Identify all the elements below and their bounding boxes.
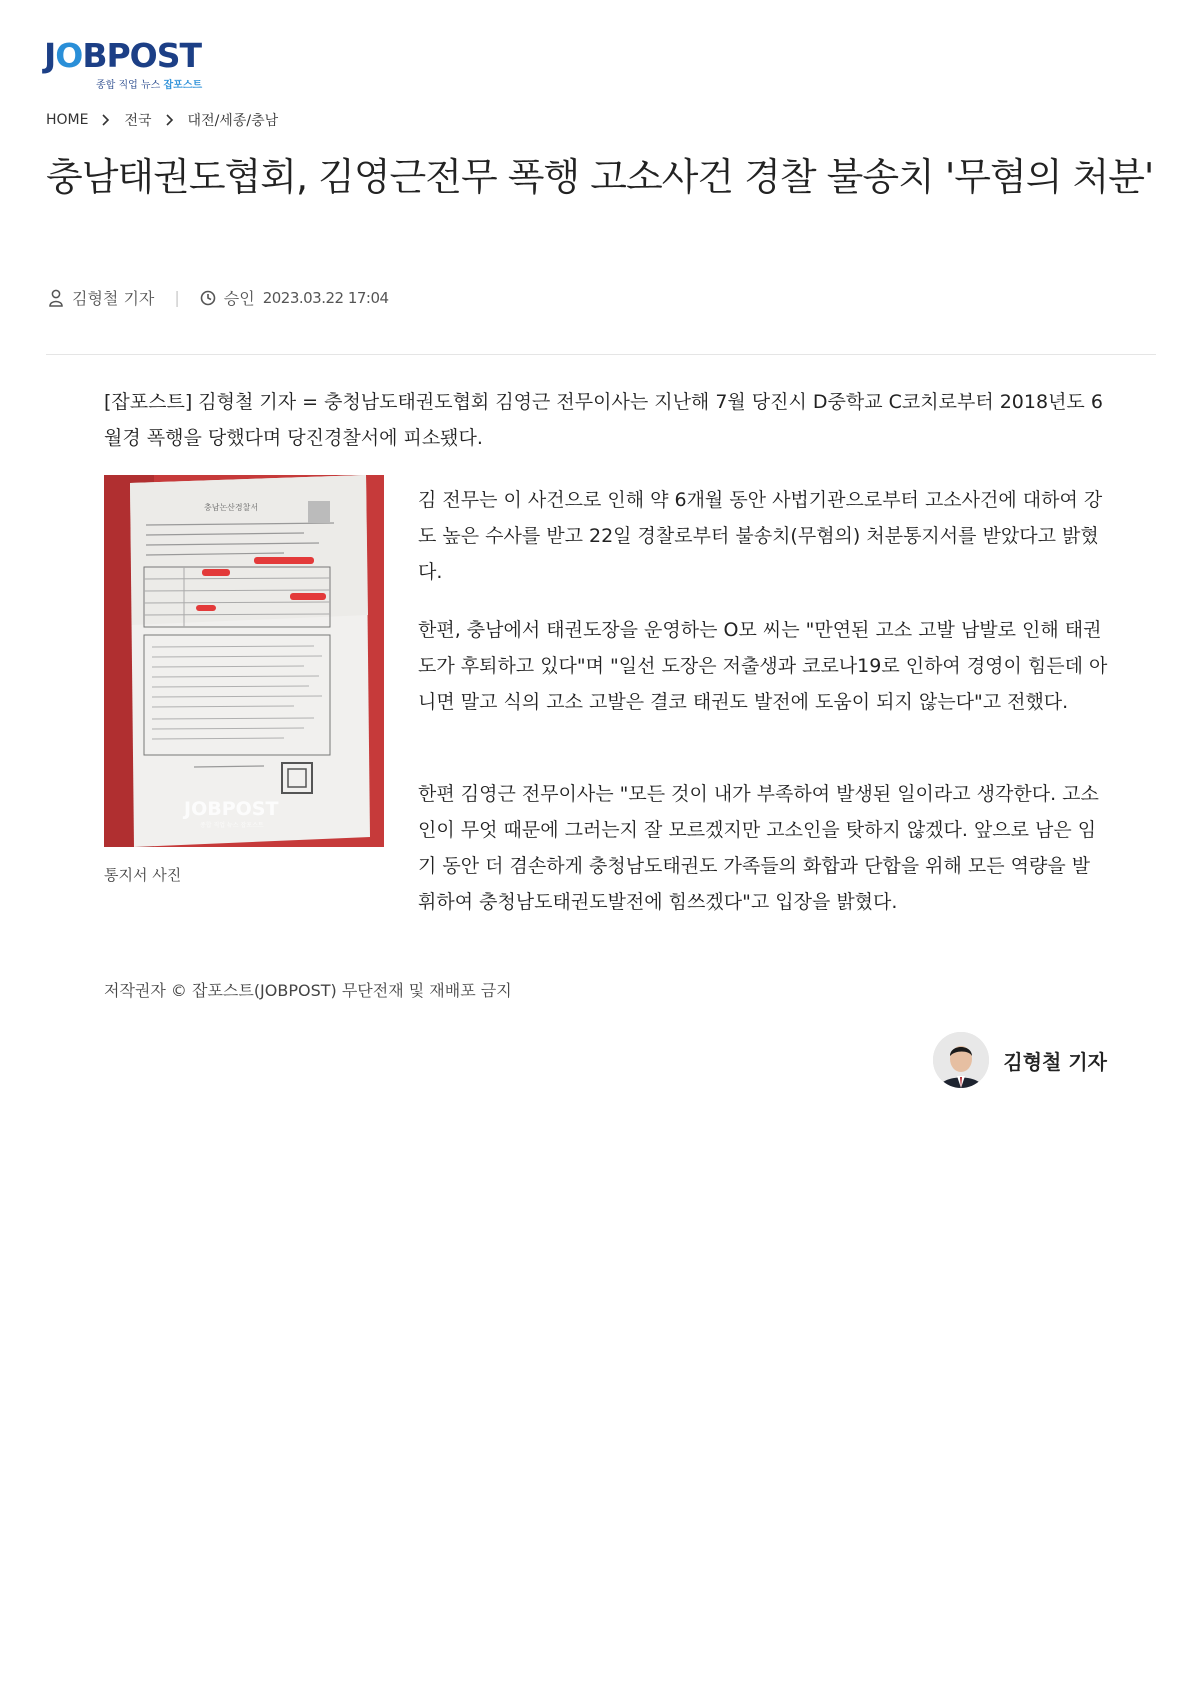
chevron-right-icon (102, 114, 110, 126)
reporter-name: 김형철 기자 (1003, 1049, 1107, 1074)
article-paragraph: 한편 김영근 전무이사는 "모든 것이 내가 부족하여 발생된 일이라고 생각한다. 고소인이 무엇 때문에 그러는지 잘 모르겠지만 고소인을 탓하지 않겠다. 앞으로 남은 임기 동안 더 겸손하게 충청남도태권도 가족들의 화합과 단합을 위해 모든 역량을 발휘하여 충청남도태권도발전에 힘쓰겠다"고 입장을 밝혔다. (418, 783, 1099, 913)
article-author: 김형철 기자 (72, 289, 155, 308)
site-logo[interactable] (44, 36, 224, 92)
photo-watermark: JOBPOST (184, 798, 279, 820)
clock-icon (200, 290, 216, 306)
breadcrumb-region[interactable]: 전국 (124, 113, 152, 129)
reporter-byline[interactable] (933, 1032, 1107, 1088)
article-meta (48, 286, 389, 309)
logo-wordmark: JOBPOST (44, 36, 202, 75)
photo-caption: 통지서 사진 (104, 866, 182, 884)
chevron-right-icon (166, 114, 174, 126)
header-divider (46, 354, 1156, 355)
approved-label: 승인 (223, 289, 255, 308)
user-icon (48, 289, 64, 307)
photo-watermark-sub: 종합 직업 뉴스 잡포스트 (200, 822, 264, 829)
breadcrumb-home[interactable]: HOME (46, 112, 89, 128)
article-paragraph: [잡포스트] 김형철 기자 = 충청남도태권도협회 김영근 전무이사는 지난해 7월 당진시 D중학교 C코치로부터 2018년도 6월경 폭행을 당했다며 당진경찰서에 피소됐다. (104, 391, 1103, 449)
article-paragraph: 김 전무는 이 사건으로 인해 약 6개월 동안 사법기관으로부터 고소사건에 대하여 강도 높은 수사를 받고 22일 경찰로부터 불송치(무혐의) 처분통지서를 받았다고 밝혔다. (418, 489, 1103, 583)
copyright-notice: 저작권자 © 잡포스트(JOBPOST) 무단전재 및 재배포 금지 (104, 981, 512, 1000)
article-paragraph: 한편, 충남에서 태권도장을 운영하는 O모 씨는 "만연된 고소 고발 남발로 인해 태권도가 후퇴하고 있다"며 "일선 도장은 저출생과 코로나19로 인하여 경영이 힘든데 아니면 말고 식의 고소 고발은 결코 태권도 발전에 도움이 되지 않는다"고 전했다. (418, 619, 1108, 713)
breadcrumb (46, 110, 278, 130)
reporter-avatar (933, 1032, 989, 1088)
logo-tagline: 종합 직업 뉴스 잡포스트 (96, 80, 203, 91)
photo-doc-title: 충남논산경찰서 (204, 503, 259, 512)
article-title: 충남태권도협회, 김영근전무 폭행 고소사건 경찰 불송치 '무혐의 처분' (46, 155, 1154, 199)
notice-document-image (104, 475, 384, 847)
article-photo[interactable] (104, 475, 384, 847)
article-date: 2023.03.22 17:04 (262, 288, 389, 307)
meta-divider: | (174, 288, 180, 307)
breadcrumb-section[interactable]: 대전/세종/충남 (187, 113, 279, 129)
